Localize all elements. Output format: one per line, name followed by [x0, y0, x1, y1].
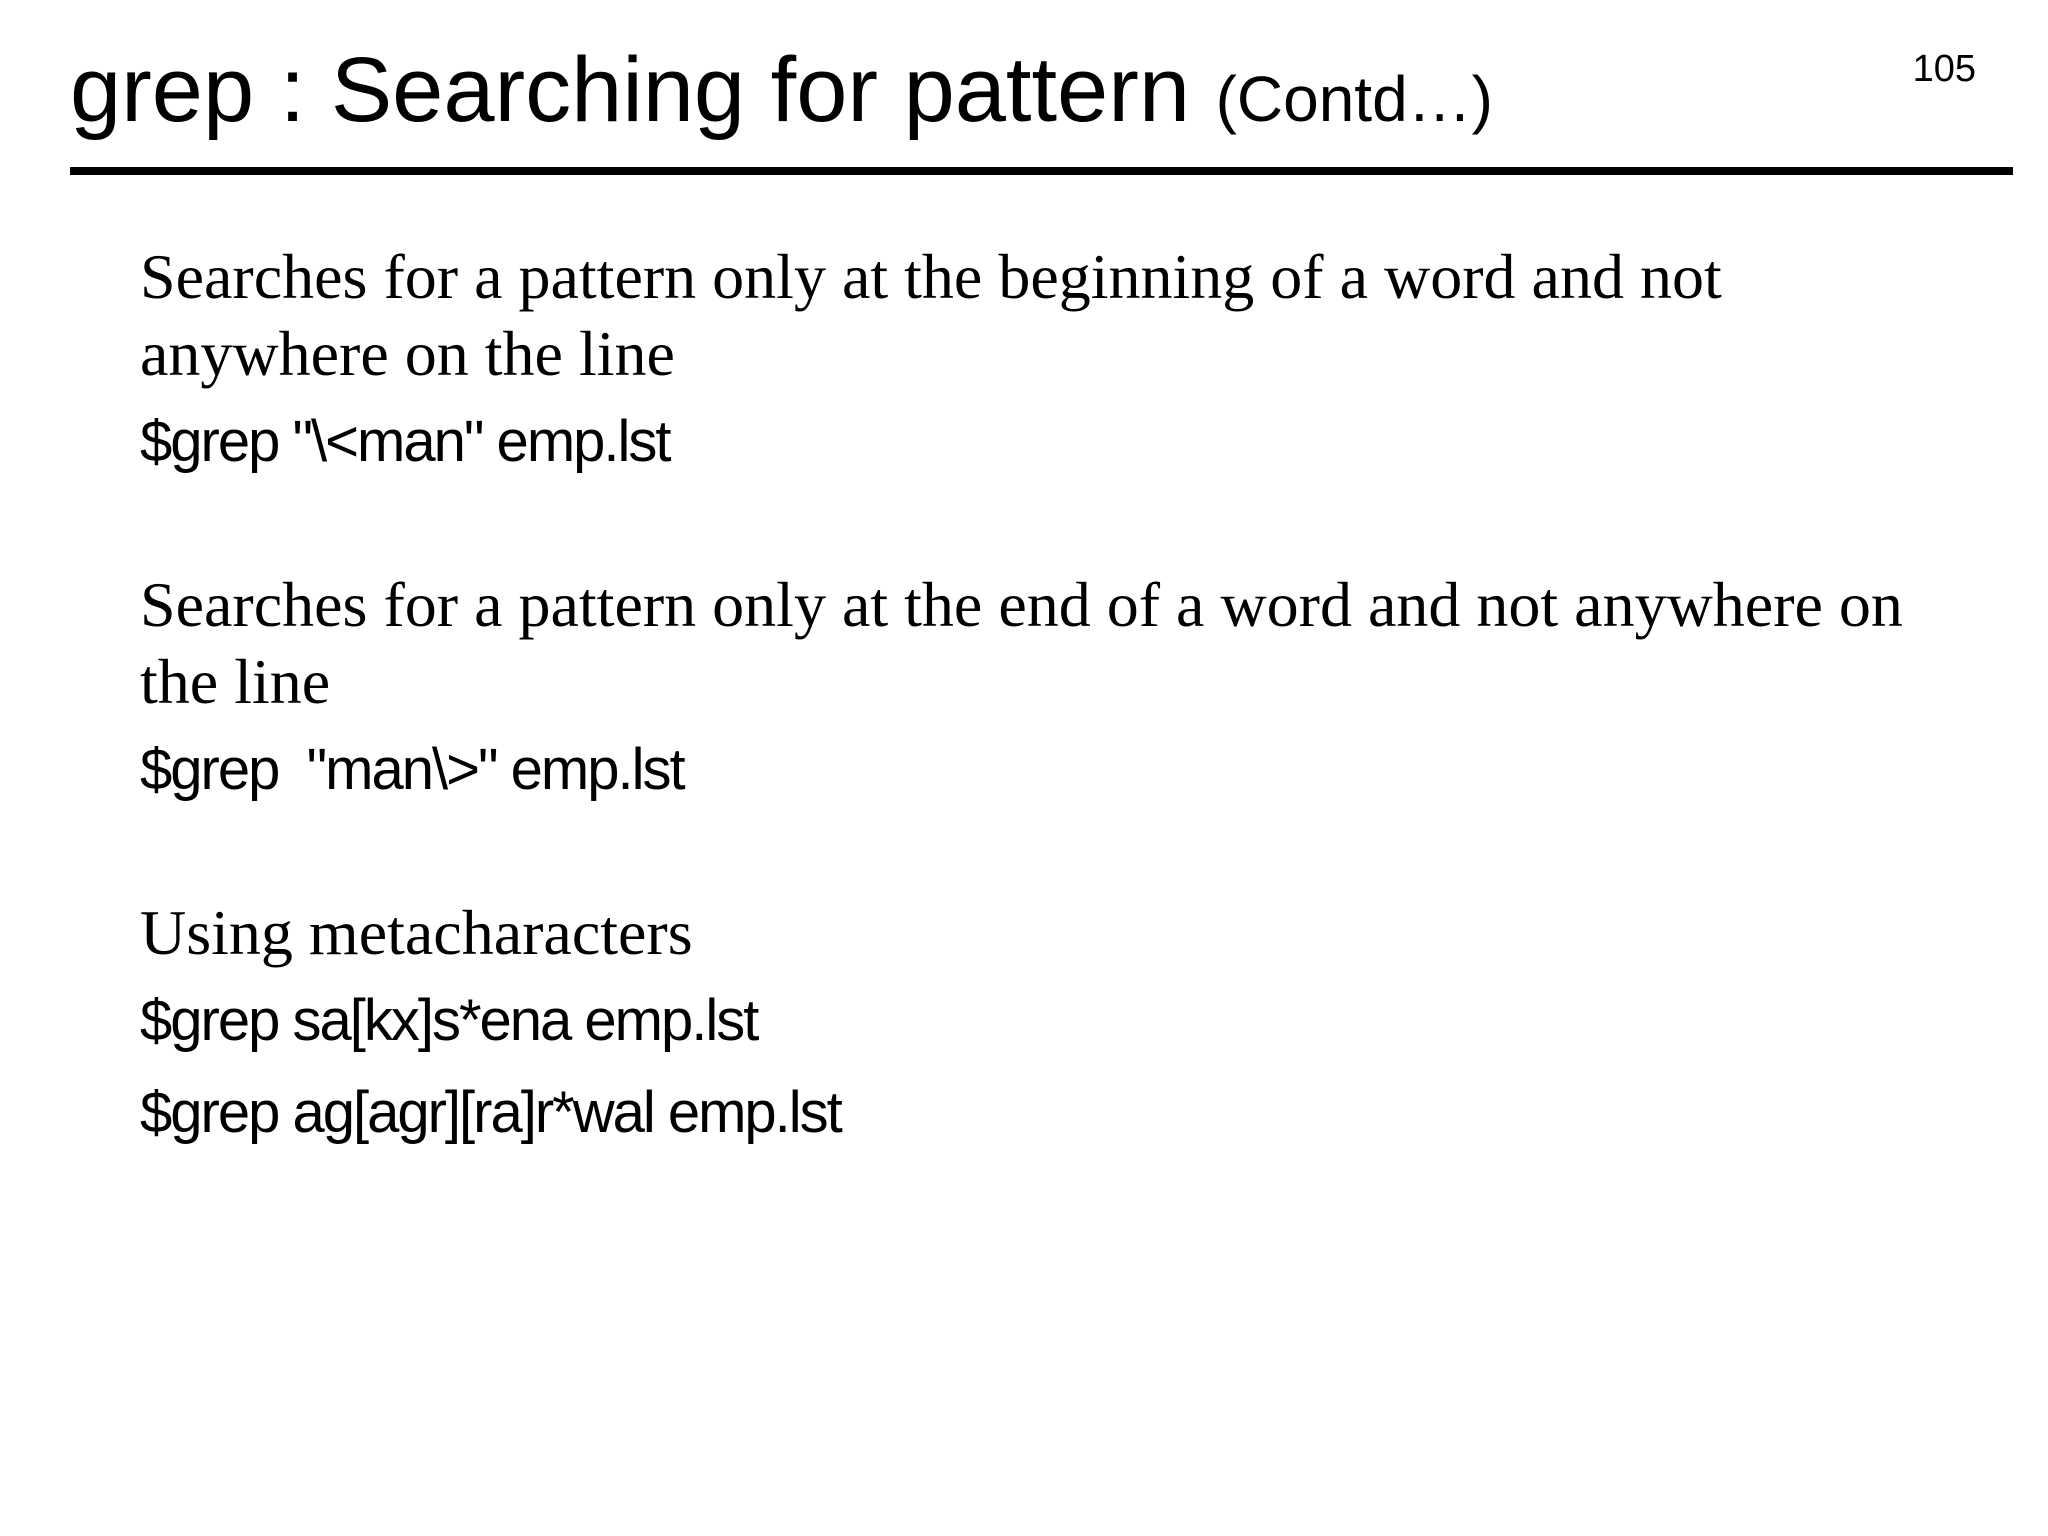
slide-title [70, 39, 1493, 141]
command-line: $grep sa[kx]s*ena emp.lst [140, 988, 758, 1053]
page-number: 105 [1912, 48, 1976, 90]
slide-title-main: grep : Searching for pattern [70, 39, 1190, 141]
section-metacharacters [140, 894, 1960, 1159]
section-word-start [140, 238, 1960, 488]
title-divider [70, 167, 2013, 175]
slide-title-suffix: (Contd…) [1215, 63, 1493, 135]
section-description: Searches for a pattern only at the beginning of a word and not anywhere on the line [140, 241, 1722, 389]
slide-body [140, 238, 1960, 1237]
section-word-end [140, 566, 1960, 816]
section-description: Using metacharacters [140, 897, 693, 968]
command-line: $grep ag[agr][ra]r*wal emp.lst [140, 1080, 841, 1145]
section-description: Searches for a pattern only at the end of a word and not anywhere on the line [140, 569, 1903, 717]
command-line: $grep "man\>" emp.lst [140, 737, 684, 802]
command-line: $grep "\<man" emp.lst [140, 409, 670, 474]
